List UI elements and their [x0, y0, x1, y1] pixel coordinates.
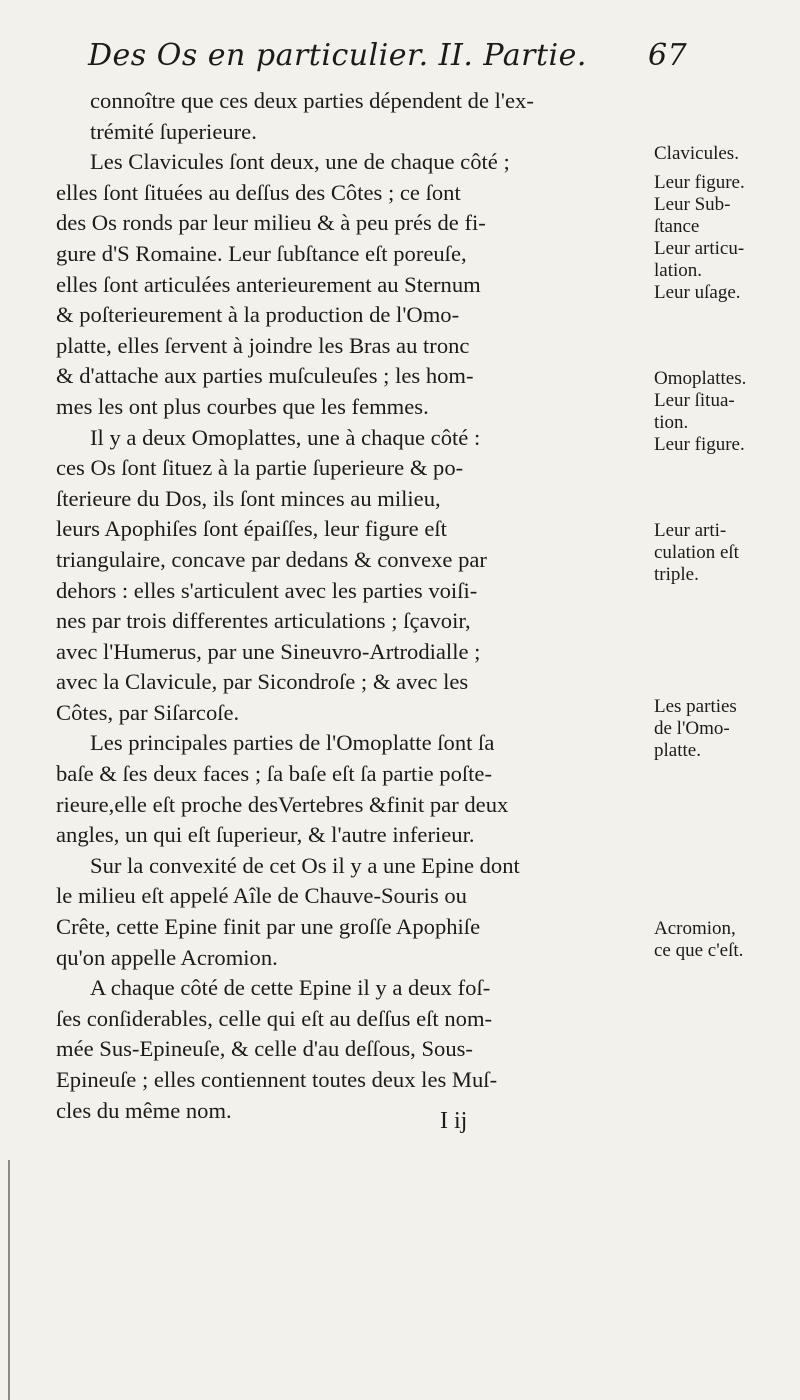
margin-text: Leur figure. [654, 172, 745, 193]
text-line: elles ſont ſituées au deſſus des Côtes ; ce ſont [56, 179, 461, 205]
margin-note-acromion [654, 918, 794, 962]
text-line: Il y a deux Omoplattes, une à chaque côté : [90, 424, 481, 450]
running-header [88, 38, 688, 73]
margin-text: platte. [654, 740, 701, 761]
margin-note-omoplattes [654, 368, 794, 456]
running-title: Des Os en particulier. II. Partie. [88, 38, 587, 73]
text-line: platte, elles ſervent à joindre les Bras au tronc [56, 332, 470, 358]
text-line: Crête, cette Epine finit par une groſſe Apophiſe [56, 914, 481, 940]
margin-text: Leur articu- [654, 238, 745, 259]
text-line: nes par trois differentes articulations ; ſçavoir, [56, 608, 471, 634]
margin-text: lation. [654, 260, 703, 281]
margin-text: Leur uſage. [654, 282, 741, 303]
text-line: leurs Apophiſes ſont épaiſſes, leur figure eſt [56, 516, 447, 542]
text-line: Les principales parties de l'Omoplatte ſont ſa [90, 730, 495, 756]
margin-text: triple. [654, 564, 699, 585]
text-line: Côtes, par Siſarcoſe. [56, 699, 240, 725]
margin-note-figure [654, 172, 794, 304]
text-line: avec la Clavicule, par Sicondroſe ; & avec les [56, 669, 469, 695]
text-line: connoître que ces deux parties dépendent de l'ex- [90, 88, 534, 113]
text-line: trémité ſuperieure. [90, 118, 257, 144]
text-line: cles du même nom. [56, 1097, 232, 1123]
text-line: ſes conſiderables, celle qui eſt au deſſus eſt nom- [56, 1005, 493, 1031]
main-text [56, 86, 646, 1126]
margin-note-parties [654, 696, 794, 762]
margin-text: Leur Sub- [654, 194, 731, 215]
margin-text: Acromion, [654, 918, 736, 939]
text-line: triangulaire, concave par dedans & convexe par [56, 546, 487, 572]
text-line: ſterieure du Dos, ils ſont minces au milieu, [56, 485, 441, 511]
margin-text: Leur arti- [654, 520, 727, 541]
text-line: angles, un qui eſt ſuperieur, & l'autre inferieur. [56, 822, 475, 848]
text-line: rieure,elle eſt proche desVertebres &finit par deux [56, 791, 509, 817]
margin-text: ſtance [654, 216, 700, 237]
text-line: & d'attache aux parties muſculeuſes ; les hom- [56, 363, 474, 389]
signature-mark: I ij [440, 1108, 468, 1134]
text-line: mée Sus-Epineuſe, & celle d'au deſſous, Sous- [56, 1036, 473, 1062]
text-line: elles ſont articulées anterieurement au Sternum [56, 271, 481, 297]
margin-text: Omoplattes. [654, 368, 747, 389]
text-line: dehors : elles s'articulent avec les parties voiſi- [56, 577, 478, 603]
text-line: & poſterieurement à la production de l'Omo- [56, 302, 460, 328]
margin-text: tion. [654, 412, 689, 433]
text-line: des Os ronds par leur milieu & à peu prés de fi- [56, 210, 486, 236]
text-line: Epineuſe ; elles contiennent toutes deux les Muſ- [56, 1067, 498, 1092]
text-line: Les Clavicules ſont deux, une de chaque côté ; [90, 149, 510, 175]
margin-note-clavicules [654, 143, 794, 165]
margin-text: Clavicules. [654, 143, 739, 164]
margin-text: ce que c'eſt. [654, 940, 744, 961]
margin-text: culation eſt [654, 542, 739, 563]
margin-text: Leur ſitua- [654, 390, 735, 411]
text-line: ces Os ſont ſituez à la partie ſuperieure & po- [56, 455, 464, 481]
text-line: gure d'S Romaine. Leur ſubſtance eſt poreuſe, [56, 240, 467, 266]
page-edge-line [8, 1160, 10, 1400]
text-line: Sur la convexité de cet Os il y a une Epine dont [90, 852, 520, 878]
text-line: le milieu eſt appelé Aîle de Chauve-Souris ou [56, 883, 467, 909]
text-line: baſe & ſes deux faces ; ſa baſe eſt ſa partie poſte- [56, 761, 492, 787]
margin-text: de l'Omo- [654, 718, 730, 739]
text-line: avec l'Humerus, par une Sineuvro-Artrodialle ; [56, 638, 481, 664]
text-line: A chaque côté de cette Epine il y a deux foſ- [90, 975, 491, 1001]
margin-text: Les parties [654, 696, 737, 717]
text-line: qu'on appelle Acromion. [56, 944, 278, 970]
margin-text: Leur figure. [654, 434, 745, 455]
text-line: mes les ont plus courbes que les femmes. [56, 393, 429, 419]
page-number: 67 [648, 38, 688, 73]
margin-note-articulation [654, 520, 794, 586]
